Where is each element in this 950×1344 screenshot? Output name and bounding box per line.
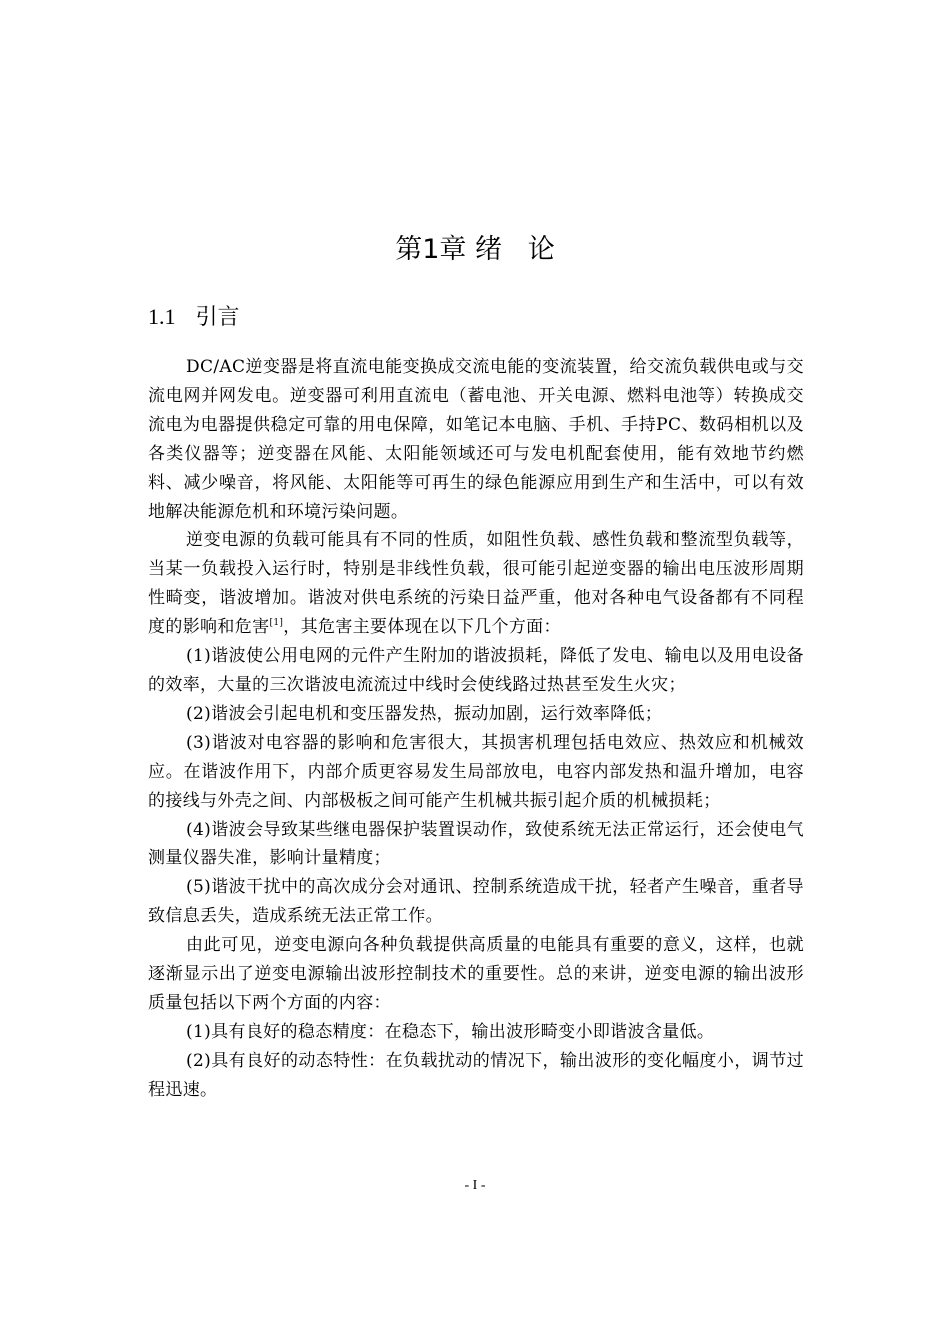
- section-title: 引言: [195, 305, 240, 330]
- paragraph-intro: DC/AC逆变器是将直流电能变换成交流电能的变流装置，给交流负载供电或与交流电网并网发电。逆变器可利用直流电（蓄电池、开关电源、燃料电池等）转换成交流电为电器提供稳定可靠的用电保障，如笔记本电脑、手机、手持PC、数码相机以及各类仪器等；逆变器在风能、太阳能领域还可与发电机配套使用，能有效地节约燃料、减少噪音，将风能、太阳能等可再生的绿色能源应用到生产和生活中，可以有效地解决能源危机和环境污染问题。: [148, 357, 804, 522]
- list-item-quality-1: (1)具有良好的稳态精度：在稳态下，输出波形畸变小即谐波含量低。: [186, 1021, 715, 1042]
- page-number: - I -: [464, 1178, 486, 1193]
- list-item-harm-5: (5)谐波干扰中的高次成分会对通讯、控制系统造成干扰，轻者产生噪音，重者导致信息丢失，造成系统无法正常工作。: [148, 877, 804, 927]
- list-item-quality-2: (2)具有良好的动态特性：在负载扰动的情况下，输出波形的变化幅度小，调节过程迅速。: [148, 1050, 804, 1100]
- section-heading: [148, 300, 240, 335]
- body-text: [148, 353, 804, 1105]
- paragraph-text: 逆变电源的负载可能具有不同的性质，如阻性负载、感性负载和整流型负载等，当某一负载投入运行时，特别是非线性负载，很可能引起逆变器的输出电压波形周期性畸变，谐波增加。谐波对供电系统的污染日益严重，他对各种电气设备都有不同程度的影响和危害: [148, 530, 804, 638]
- paragraph-text: ，其危害主要体现在以下几个方面：: [283, 617, 561, 638]
- citation-reference: [1]: [269, 618, 284, 629]
- section-number: 1.1: [148, 304, 176, 329]
- paragraph-conclusion: 由此可见，逆变电源向各种负载提供高质量的电能具有重要的意义，这样，也就逐渐显示出了逆变电源输出波形控制技术的重要性。总的来讲，逆变电源的输出波形质量包括以下两个方面的内容：: [148, 935, 804, 1013]
- chapter-title: 第1章 绪 论: [395, 234, 555, 265]
- list-item-harm-4: (4)谐波会导致某些继电器保护装置误动作，致使系统无法正常运行，还会使电气测量仪器失准，影响计量精度；: [148, 819, 804, 869]
- list-item-harm-2: (2)谐波会引起电机和变压器发热，振动加剧，运行效率降低；: [186, 703, 663, 724]
- paragraph-load-harmonics: [148, 526, 804, 642]
- list-item-harm-3: (3)谐波对电容器的影响和危害很大，其损害机理包括电效应、热效应和机械效应。在谐波作用下，内部介质更容易发生局部放电，电容内部发热和温升增加，电容的接线与外壳之间、内部极板之间可能产生机械共振引起介质的机械损耗；: [148, 732, 804, 811]
- list-item-harm-1: (1)谐波使公用电网的元件产生附加的谐波损耗，降低了发电、输电以及用电设备的效率，大量的三次谐波电流流过中线时会使线路过热甚至发生火灾；: [148, 646, 804, 695]
